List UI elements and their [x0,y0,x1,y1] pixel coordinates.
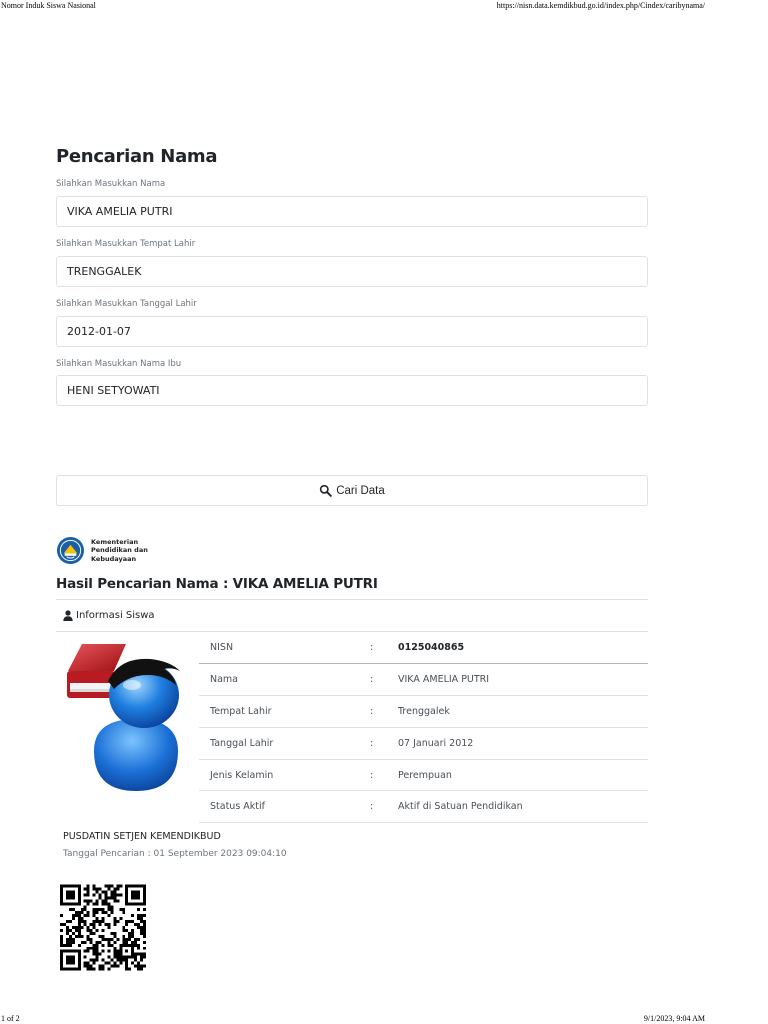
print-page-number: 1 of 2 [1,1014,20,1023]
table-row [199,696,648,728]
row-key: NISN [199,632,351,664]
nama-label: Silahkan Masukkan Nama [56,179,166,189]
tanggal-lahir-input[interactable] [56,316,648,347]
row-sep: : [351,727,386,759]
row-key: Jenis Kelamin [199,759,351,791]
nama-ibu-input[interactable] [56,375,648,406]
row-sep: : [351,664,386,696]
search-date: Tanggal Pencarian : 01 September 2023 09:04:10 [63,849,287,859]
row-sep: : [351,632,386,664]
print-header-url: https://nisn.data.kemdikbud.go.id/index.php/Cindex/caribynama/ [496,1,705,10]
row-key: Tanggal Lahir [199,727,351,759]
nama-value: VIKA AMELIA PUTRI [386,664,648,696]
tanggal-lahir-label: Silahkan Masukkan Tanggal Lahir [56,299,197,309]
cari-data-button[interactable] [56,475,648,506]
tempat-lahir-label: Silahkan Masukkan Tempat Lahir [56,239,196,249]
table-row [199,664,648,696]
tempat-lahir-input[interactable] [56,256,648,287]
kemendikbud-logo-icon [56,536,85,565]
search-icon [319,484,332,497]
row-key: Nama [199,664,351,696]
row-key: Tempat Lahir [199,696,351,728]
nama-input[interactable] [56,196,648,227]
kemendikbud-logo [56,536,151,565]
table-row [199,791,648,823]
table-row [199,759,648,791]
jenis-kelamin-value: Perempuan [386,759,648,791]
print-datetime: 9/1/2023, 9:04 AM [643,1014,705,1023]
logo-line1: Kementerian [91,537,139,546]
result-title: Hasil Pencarian Nama : VIKA AMELIA PUTRI [56,576,378,592]
print-header [0,1,768,13]
student-avatar-icon [64,641,194,796]
row-key: Status Aktif [199,791,351,823]
tanggal-lahir-value: 07 Januari 2012 [386,727,648,759]
tempat-lahir-value: Trenggalek [386,696,648,728]
table-row [199,632,648,664]
qr-code-icon [60,883,146,972]
user-icon [63,610,73,621]
logo-text [91,538,151,564]
informasi-siswa-label: Informasi Siswa [76,610,155,621]
row-sep: : [351,759,386,791]
print-footer [0,1014,768,1024]
page-title: Pencarian Nama [56,146,218,167]
nama-ibu-label: Silahkan Masukkan Nama Ibu [56,359,182,369]
source-label: PUSDATIN SETJEN KEMENDIKBUD [63,831,221,842]
row-sep: : [351,791,386,823]
row-sep: : [351,696,386,728]
cari-data-label: Cari Data [336,484,385,497]
table-row [199,727,648,759]
print-header-title: Nomor Induk Siswa Nasional [1,1,96,10]
informasi-siswa-header [56,599,648,632]
status-aktif-value: Aktif di Satuan Pendidikan [386,791,648,823]
logo-line3: Kebudayaan [91,554,137,563]
nisn-value: 0125040865 [386,632,648,664]
info-siswa-table [199,632,648,823]
logo-line2: Pendidikan dan [91,546,148,555]
